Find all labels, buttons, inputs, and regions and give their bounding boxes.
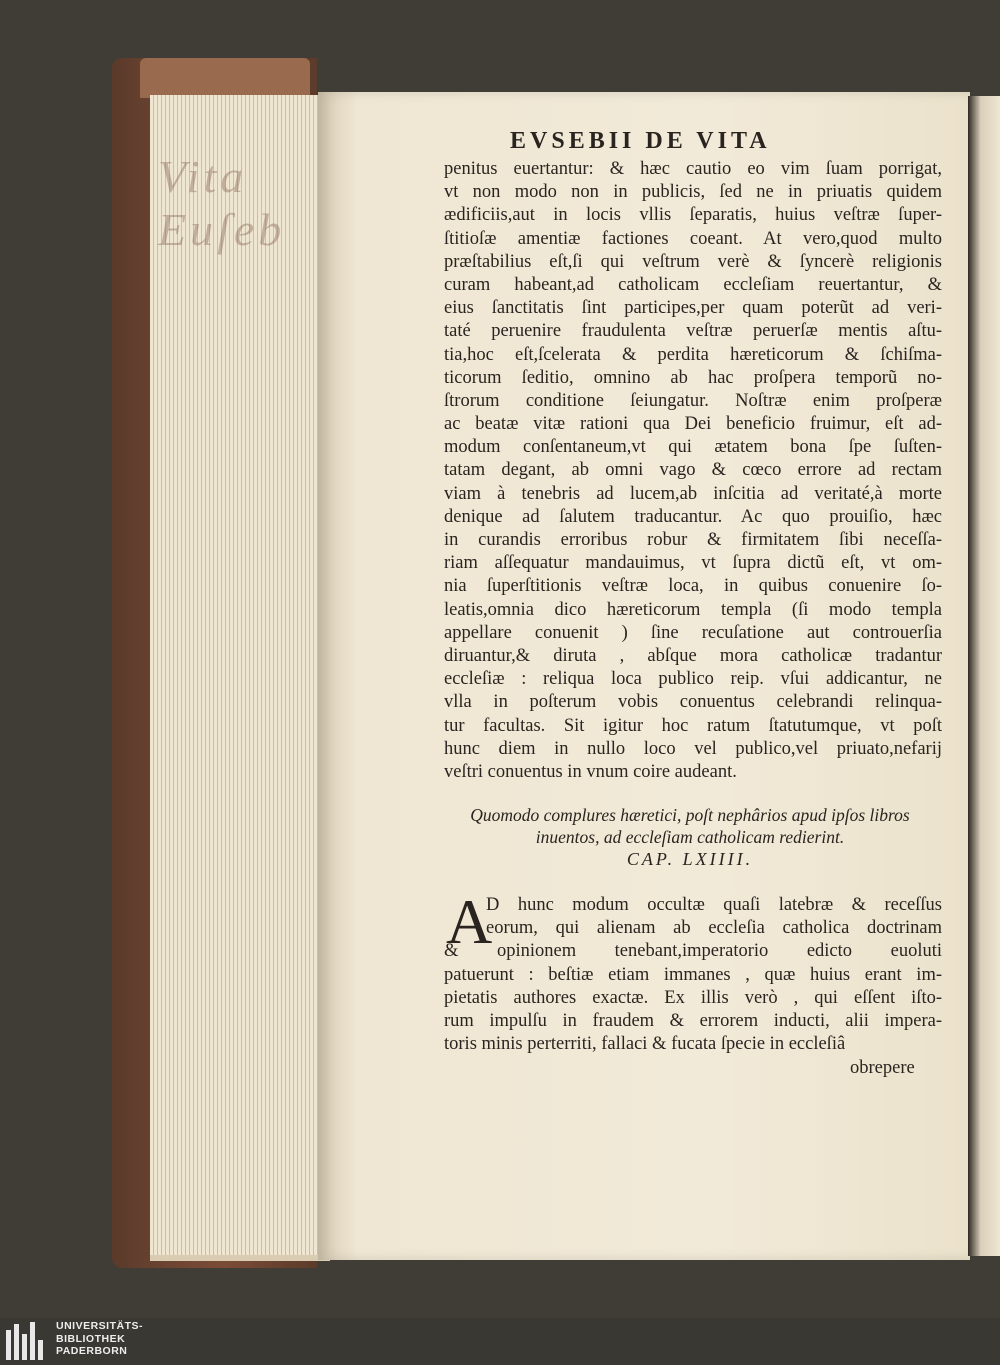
next-page-edge bbox=[968, 96, 1000, 1256]
text-line: tatam degant, ab omni vago & cœco errore ad rectam bbox=[444, 460, 942, 481]
text-line: D hunc modum occultæ quaſi latebræ & receſſus bbox=[486, 895, 942, 915]
text-line: ac beatæ vitæ rationi qua Dei beneficio fruimur, eſt ad- bbox=[444, 414, 942, 435]
text-line: taté peruenire fraudulenta veſtræ peruerſæ mentis aſtu- bbox=[444, 321, 942, 342]
library-name-line: BIBLIOTHEK bbox=[56, 1332, 126, 1345]
text-line: eccleſiæ : reliqua loca publico reip. vſui addicantur, ne bbox=[444, 669, 942, 690]
text-line: tur facultas. Sit igitur hoc ratum ſtatutumque, vt poſt bbox=[444, 715, 942, 736]
text-line: rum impulſu in fraudem & errorem inducti, alii impera- bbox=[444, 1010, 942, 1031]
text-line: eorum, qui alienam ab eccleſia catholica doctrinam bbox=[486, 918, 942, 939]
text-line: modum conſentaneum,vt qui ætatem bona ſpe ſuſten- bbox=[444, 437, 942, 458]
catchword: obrepere bbox=[850, 1058, 915, 1078]
library-name-line: PADERBORN bbox=[56, 1345, 128, 1357]
text-line: appellare conuenit ) ſine recuſatione aut controuerſia bbox=[444, 622, 942, 643]
text-line: denique ad ſalutem traducantur. Ac quo prouiſio, hæc bbox=[444, 506, 942, 527]
text-line: eius ſanctitatis ſint participes,per quam poterũt ad veri- bbox=[444, 298, 942, 319]
text-line: patuerunt : beſtiæ etiam immanes , quæ huius erant im- bbox=[444, 964, 942, 985]
text-line: ſtitioſæ amentiæ factiones coeant. At vero,quod multo bbox=[444, 228, 942, 249]
page-edges bbox=[150, 95, 330, 1261]
cover-top-edge bbox=[140, 58, 310, 98]
text-line: ſtrorum conditione ſeiungatur. Noſtræ enim proſperæ bbox=[444, 390, 942, 411]
logo-bar bbox=[30, 1322, 35, 1360]
running-head: EVSEBII DE VITA bbox=[510, 128, 771, 154]
text-line: ticorum ſeditio, omnino ab hac proſpera temporũ no- bbox=[444, 367, 942, 388]
text-line: veſtri conuentus in vnum coire audeant. bbox=[444, 761, 737, 782]
chapter-heading bbox=[440, 804, 940, 848]
library-logo-icon bbox=[6, 1322, 46, 1360]
text-line: vt non modo non in publicis, ſed ne in priuatis quidem bbox=[444, 182, 942, 203]
chapter-paragraph bbox=[444, 894, 942, 1056]
text-line: nia ſuperſtitionis veſtræ loca, in quibus conuenire ſo- bbox=[444, 576, 942, 597]
library-name bbox=[56, 1320, 143, 1358]
text-line: leatis,omnia dico hæreticorum templa (ſi modo templa bbox=[444, 599, 942, 620]
text-line: pietatis authores exactæ. Ex illis verò , qui eſſent iſto- bbox=[444, 987, 942, 1008]
text-line: inuentos, ad eccleſiam catholicam redierint. bbox=[535, 827, 845, 847]
text-line: viam à tenebris ad lucem,ab inſcitia ad veritaté,à morte bbox=[444, 483, 942, 504]
text-line: hunc diem in nullo loco vel publico,vel priuato,nefarij bbox=[444, 738, 942, 759]
spine-mark: Vita Euſeb bbox=[158, 151, 286, 255]
chapter-number: CAP. LXIIII. bbox=[626, 849, 754, 869]
footer-bar bbox=[0, 1318, 1000, 1365]
logo-bar bbox=[6, 1330, 11, 1360]
text-line: tia,hoc eſt,ſcelerata & perdita hæreticorum & ſchiſma- bbox=[444, 344, 942, 365]
text-line: in curandis erroribus robur & firmitatem ſibi neceſſa- bbox=[444, 530, 942, 550]
text-line: riam aſſequatur mandauimus, vt ſupra dictũ eſt, vt om- bbox=[444, 553, 942, 574]
text-line: toris minis perterriti, fallaci & fucata ſpecie in eccleſiâ bbox=[444, 1034, 846, 1055]
text-line: penitus euertantur: & hæc cautio eo vim ſuam porrigat, bbox=[444, 159, 942, 179]
text-line: vlla in poſterum vobis conuentus celebrandi relinqua- bbox=[444, 692, 942, 713]
text-line: diruantur,& diruta , abſque mora catholicæ tradantur bbox=[444, 645, 942, 666]
logo-bar bbox=[14, 1324, 19, 1360]
text-line: curam habeant,ad catholicam eccleſiam reuertantur, & bbox=[444, 274, 942, 295]
logo-bar bbox=[38, 1340, 43, 1360]
text-line: Quomodo complures hæretici, poſt nephârios apud ipſos libros bbox=[470, 805, 910, 825]
text-line: & opinionem tenebant,imperatorio edicto euoluti bbox=[444, 941, 942, 962]
library-name-line: UNIVERSITÄTS- bbox=[56, 1320, 144, 1332]
logo-bar bbox=[22, 1334, 27, 1360]
text-line: ædificiis,aut in locis vllis ſeparatis, huius veſtræ ſuper- bbox=[444, 205, 942, 226]
main-paragraph bbox=[444, 158, 942, 784]
text-line: præſtabilius eſt,ſi qui veſtrum verè & ſyncerè religionis bbox=[444, 251, 942, 272]
drop-cap: A bbox=[446, 886, 493, 957]
